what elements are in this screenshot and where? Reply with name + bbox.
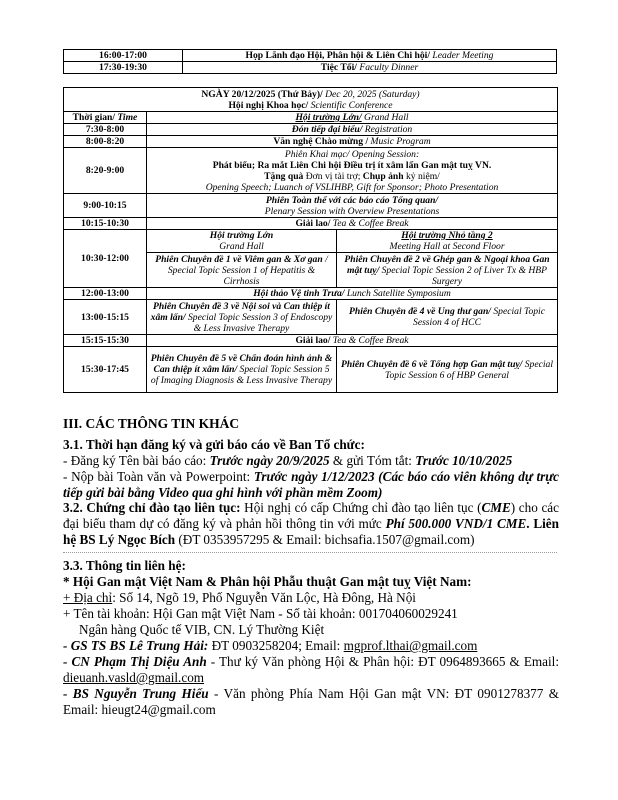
session-cell: Phiên Chuyên đề 5 về Chẩn đoán hình ảnh & Can thiệp ít xâm lấn/ Special Topic Session 5 of Imaging Diagnosis & Less Invasive Therapy	[147, 347, 337, 393]
email-link[interactable]: mgprof.lthai@gmail.com	[343, 638, 478, 653]
table-row	[64, 300, 558, 335]
event-cell: Giải lao/ Tea & Coffee Break	[147, 218, 558, 230]
event-cell: Đón tiếp đại biểu/ Registration	[147, 124, 558, 136]
table-row	[64, 347, 558, 393]
deadline-line: - Đăng ký Tên bài báo cáo: Trước ngày 20/9/2025 & gửi Tóm tắt: Trước 10/10/2025	[63, 453, 513, 468]
address-line: + Địa chỉ: Số 14, Ngõ 19, Phố Nguyễn Văn Lộc, Hà Đông, Hà Nội	[63, 590, 416, 605]
session-cell: Phiên Chuyên đề 6 về Tổng hợp Gan mật tuỵ/ Special Topic Session 6 of HBP General	[337, 347, 558, 393]
deadline-line: - Nộp bài Toàn văn và Powerpoint: Trước ngày 1/12/2023 (Các báo cáo viên không dự trực tiếp gửi bài bằng Video qua ghi hình với phần mềm Zoom)	[63, 469, 560, 500]
time-cell: 8:00-8:20	[64, 136, 147, 148]
cme-certificate	[63, 500, 559, 548]
time-cell: 16:00-17:00	[64, 50, 183, 62]
time-cell: 10:15-10:30	[64, 218, 147, 230]
time-cell: 10:30-12:00	[64, 230, 147, 288]
time-cell: 8:20-9:00	[64, 148, 147, 194]
day-header-cell: NGÀY 20/12/2025 (Thứ Bảy)/ Dec 20, 2025 (Saturday) Hội nghị Khoa học/ Scientific Conference	[64, 88, 558, 112]
event-cell: Họp Lãnh đạo Hội, Phân hội & Liên Chi hội/ Leader Meeting	[183, 50, 557, 62]
table-row	[64, 335, 558, 347]
event-cell: Phiên Toàn thể với các báo cáo Tổng quan/ Plenary Session with Overview Presentations	[147, 194, 558, 218]
hall-names-row	[64, 230, 558, 253]
evening-schedule-table	[63, 49, 557, 74]
table-row	[64, 50, 557, 62]
table-row	[64, 148, 558, 194]
contact-info	[63, 558, 559, 718]
event-cell: Văn nghệ Chào mừng / Music Program	[147, 136, 558, 148]
event-cell: Giải lao/ Tea & Coffee Break	[147, 335, 558, 347]
column-header-row	[64, 112, 558, 124]
conference-schedule-table	[63, 87, 558, 393]
session-cell: Phiên Chuyên đề 1 về Viêm gan & Xơ gan / Special Topic Session 1 of Hepatitis & Cirrhosis	[147, 253, 337, 288]
subsection-heading: 3.3. Thông tin liên hệ:	[63, 558, 186, 573]
cme-paragraph: 3.2. Chứng chỉ đào tạo liên tục: Hội nghị có cấp Chứng chỉ đào tạo liên tục (CME) cho các đại biểu tham dự có đăng ký và phản hồi thông tin với mức Phí 500.000 VND/1 CME. Liên hệ BS Lý Ngọc Bích (ĐT 0353957295 & Email: bichsafia.1507@gmail.com)	[63, 500, 559, 547]
event-cell: Tiệc Tối/ Faculty Dinner	[183, 62, 557, 74]
grand-hall-cell: Hội trường Lớn Grand Hall	[147, 230, 337, 253]
account-line: + Tên tài khoản: Hội Gan mật Việt Nam - Số tài khoản: 001704060029241	[63, 606, 458, 621]
contact-line: - CN Phạm Thị Diệu Anh - Thư ký Văn phòng Hội & Phân hội: ĐT 0964893665 & Email: dieuanh.vasld@gmail.com	[63, 654, 559, 685]
table-row	[64, 218, 558, 230]
meeting-hall-cell: Hội trường Nhỏ tầng 2 Meeting Hall at Second Floor	[337, 230, 558, 253]
email-link[interactable]: dieuanh.vasld@gmail.com	[63, 670, 205, 685]
contact-line: - GS TS BS Lê Trung Hải: ĐT 0903258204; Email: mgprof.lthai@gmail.com	[63, 638, 478, 653]
time-cell: 12:00-13:00	[64, 288, 147, 300]
time-cell: 9:00-10:15	[64, 194, 147, 218]
table-row	[64, 194, 558, 218]
time-cell: 7:30-8:00	[64, 124, 147, 136]
table-row	[64, 136, 558, 148]
time-cell: 13:00-15:15	[64, 300, 147, 335]
session-cell: Phiên Chuyên đề 2 về Ghép gan & Ngoại khoa Gan mật tuỵ/ Special Topic Session 2 of Liver Tx & HBP Surgery	[337, 253, 558, 288]
time-cell: 15:30-17:45	[64, 347, 147, 393]
time-header: Thời gian/ Time	[64, 112, 147, 124]
contact-line: - BS Nguyễn Trung Hiếu - Văn phòng Phía Nam Hội Gan mật VN: ĐT 0901278377 & Email: hieugt24@gmail.com	[63, 686, 559, 717]
divider	[63, 552, 557, 553]
session-cell: Phiên Chuyên đề 3 về Nội soi và Can thiệp ít xâm lấn/ Special Topic Session 3 of Endoscopy & Less Invasive Therapy	[147, 300, 337, 335]
event-cell: Phiên Khai mạc/ Opening Session: Phát biểu; Ra mắt Liên Chi hội Điều trị ít xâm lấn Gan mật tuỵ VN. Tặng quà Đơn vị tài trợ; Chụp ảnh kỷ niệm/ Opening Speech; Luanch of VSLIHBP, Gift for Sponsor; Photo Presentation	[147, 148, 558, 194]
session-cell: Phiên Chuyên đề 4 về Ung thư gan/ Special Topic Session 4 of HCC	[337, 300, 558, 335]
table-row	[64, 124, 558, 136]
time-cell: 15:15-15:30	[64, 335, 147, 347]
bank-line: Ngân hàng Quốc tế VIB, CN. Lý Thường Kiệt	[79, 622, 325, 637]
event-cell: Hội thảo Vệ tinh Trưa/ Lunch Satellite Symposium	[147, 288, 558, 300]
hall-header: Hội trường Lớn/ Grand Hall	[147, 112, 558, 124]
time-cell: 17:30-19:30	[64, 62, 183, 74]
organization-name: * Hội Gan mật Việt Nam & Phân hội Phẫu thuật Gan mật tuỵ Việt Nam:	[63, 574, 472, 589]
day-header-row	[64, 88, 558, 112]
table-row	[64, 62, 557, 74]
section-title: III. CÁC THÔNG TIN KHÁC	[63, 416, 240, 431]
registration-deadlines	[63, 437, 559, 501]
subsection-heading: 3.1. Thời hạn đăng ký và gửi báo cáo về Ban Tổ chức:	[63, 437, 365, 452]
table-row	[64, 288, 558, 300]
